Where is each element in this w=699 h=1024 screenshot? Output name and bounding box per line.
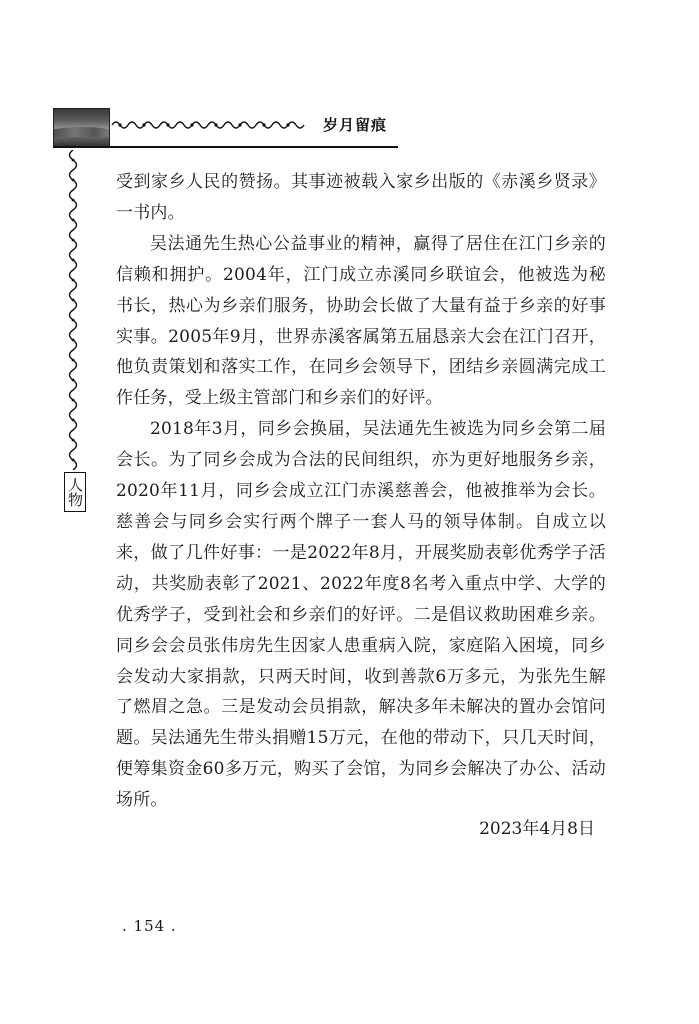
paragraph: 吴法通先生热心公益事业的精神，赢得了居住在江门乡亲的信赖和拥护。2004年，江门成立赤溪同乡联谊会，他被选为秘书长，热心为乡亲们服务，协助会长做了大量有益于乡亲的好事实事。2005年9月，世界赤溪客属第五届恳亲大会在江门召开，他负责策划和落实工作，在同乡会领导下，团结乡亲圆满完成工作任务，受上级主管部门和乡亲们的好评。 — [116, 233, 606, 409]
header-divider — [53, 146, 398, 148]
ornamental-side-border — [64, 150, 82, 470]
ornamental-header-band — [110, 118, 310, 132]
page-number: . 154 . — [122, 917, 177, 935]
article-date: 2023年4月8日 — [479, 819, 595, 839]
paragraph: 受到家乡人民的赞扬。其事迹被载入家乡出版的《赤溪乡贤录》一书内。 — [116, 172, 606, 223]
landscape-photo-icon — [53, 108, 110, 148]
category-label: 人物 — [64, 472, 86, 512]
section-title: 岁月留痕 — [322, 116, 387, 134]
paragraph: 2018年3月，同乡会换届，吴法通先生被选为同乡会第二届会长。为了同乡会成为合法的民间组织，亦为更好地服务乡亲，2020年11月，同乡会成立江门赤溪慈善会，他被推举为会长。慈善会与同乡会实行两个牌子一套人马的领导体制。自成立以来，做了几件好事：一是2022年8月，开展奖励表彰优秀学子活动，共奖励表彰了2021、2022年度8名考入重点中学、大学的优秀学子，受到社会和乡亲们的好评。二是倡议救助困难乡亲。同乡会会员张伟房先生因家人患重病入院，家庭陷入困境，同乡会发动大家捐款，只两天时间，收到善款6万多元，为张先生解了燃眉之急。三是发动会员捐款，解决多年未解决的置办会馆问题。吴法通先生带头捐赠15万元，在他的带动下，只几天时间，便筹集资金60多万元，购买了会馆，为同乡会解决了办公、活动场所。 — [116, 419, 606, 811]
article-body — [116, 167, 606, 816]
